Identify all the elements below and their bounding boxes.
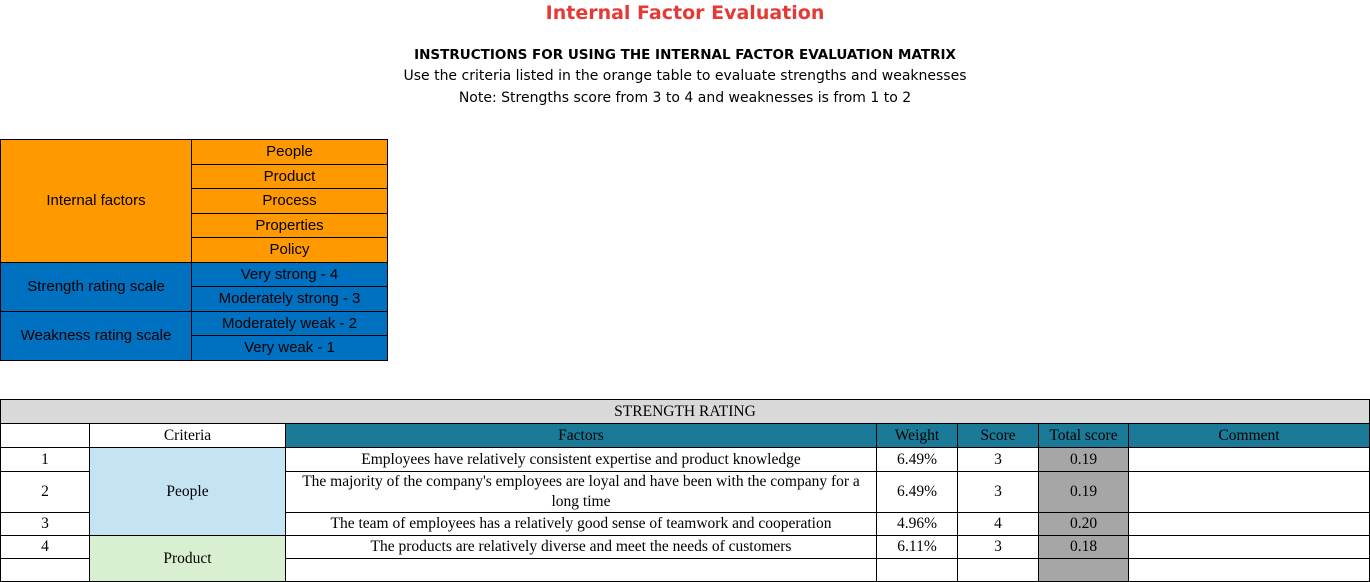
- header-weight[interactable]: Weight: [877, 424, 958, 448]
- score-cell[interactable]: 3: [958, 448, 1039, 472]
- criteria-people[interactable]: People: [90, 448, 286, 536]
- table-row: [1, 448, 1370, 472]
- strength-rating-table: [0, 399, 1370, 582]
- factor-cell[interactable]: Employees have relatively consistent expertise and product knowledge: [286, 448, 877, 472]
- row-number[interactable]: 2: [1, 472, 90, 513]
- comment-cell[interactable]: [1129, 559, 1370, 582]
- strength-scale-label[interactable]: Strength rating scale: [1, 262, 192, 311]
- factor-cell[interactable]: [286, 559, 877, 582]
- score-cell[interactable]: 3: [958, 472, 1039, 513]
- weight-cell[interactable]: [877, 559, 958, 582]
- factor-cell[interactable]: The team of employees has a relatively good sense of teamwork and cooperation: [286, 513, 877, 536]
- header-factors[interactable]: Factors: [286, 424, 877, 448]
- total-score-cell[interactable]: 0.19: [1039, 448, 1129, 472]
- header-criteria[interactable]: Criteria: [90, 424, 286, 448]
- legend-item-moderately-weak[interactable]: Moderately weak - 2: [192, 311, 388, 336]
- total-score-cell[interactable]: 0.20: [1039, 513, 1129, 536]
- instructions-line-1: Use the criteria listed in the orange table to evaluate strengths and weaknesses: [403, 68, 967, 84]
- strength-rating-banner: STRENGTH RATING: [1, 400, 1370, 424]
- legend-item-policy[interactable]: Policy: [192, 238, 388, 263]
- legend-item-moderately-strong[interactable]: Moderately strong - 3: [192, 287, 388, 312]
- row-number[interactable]: [1, 559, 90, 582]
- instructions-heading: INSTRUCTIONS FOR USING THE INTERNAL FACTOR EVALUATION MATRIX: [414, 47, 956, 63]
- legend-item-product[interactable]: Product: [192, 164, 388, 189]
- legend-item-process[interactable]: Process: [192, 189, 388, 214]
- factor-cell[interactable]: The majority of the company's employees are loyal and have been with the company for a long time: [286, 472, 877, 513]
- comment-cell[interactable]: [1129, 472, 1370, 513]
- total-score-cell[interactable]: 0.19: [1039, 472, 1129, 513]
- row-number[interactable]: 4: [1, 536, 90, 559]
- header-total-score[interactable]: Total score: [1039, 424, 1129, 448]
- comment-cell[interactable]: [1129, 536, 1370, 559]
- factor-cell[interactable]: The products are relatively diverse and meet the needs of customers: [286, 536, 877, 559]
- header-comment[interactable]: Comment: [1129, 424, 1370, 448]
- comment-cell[interactable]: [1129, 513, 1370, 536]
- legend-item-people[interactable]: People: [192, 140, 388, 165]
- weight-cell[interactable]: 6.11%: [877, 536, 958, 559]
- weight-cell[interactable]: 6.49%: [877, 448, 958, 472]
- row-number[interactable]: 1: [1, 448, 90, 472]
- row-number[interactable]: 3: [1, 513, 90, 536]
- weight-cell[interactable]: 6.49%: [877, 472, 958, 513]
- header-no-cell[interactable]: [1, 424, 90, 448]
- weight-cell[interactable]: 4.96%: [877, 513, 958, 536]
- score-cell[interactable]: 4: [958, 513, 1039, 536]
- legend-item-very-weak[interactable]: Very weak - 1: [192, 336, 388, 361]
- internal-factors-label[interactable]: Internal factors: [1, 140, 192, 263]
- legend-table: [0, 139, 388, 361]
- weakness-scale-label[interactable]: Weakness rating scale: [1, 311, 192, 360]
- instructions-note: Note: Strengths score from 3 to 4 and weaknesses is from 1 to 2: [458, 90, 912, 106]
- legend-item-very-strong[interactable]: Very strong - 4: [192, 262, 388, 287]
- score-cell[interactable]: [958, 559, 1039, 582]
- criteria-product[interactable]: Product: [90, 536, 286, 582]
- comment-cell[interactable]: [1129, 448, 1370, 472]
- total-score-cell[interactable]: 0.18: [1039, 536, 1129, 559]
- score-cell[interactable]: 3: [958, 536, 1039, 559]
- header-score[interactable]: Score: [958, 424, 1039, 448]
- table-row: [1, 536, 1370, 559]
- page-title: Internal Factor Evaluation: [545, 2, 825, 24]
- total-score-cell[interactable]: [1039, 559, 1129, 582]
- legend-item-properties[interactable]: Properties: [192, 213, 388, 238]
